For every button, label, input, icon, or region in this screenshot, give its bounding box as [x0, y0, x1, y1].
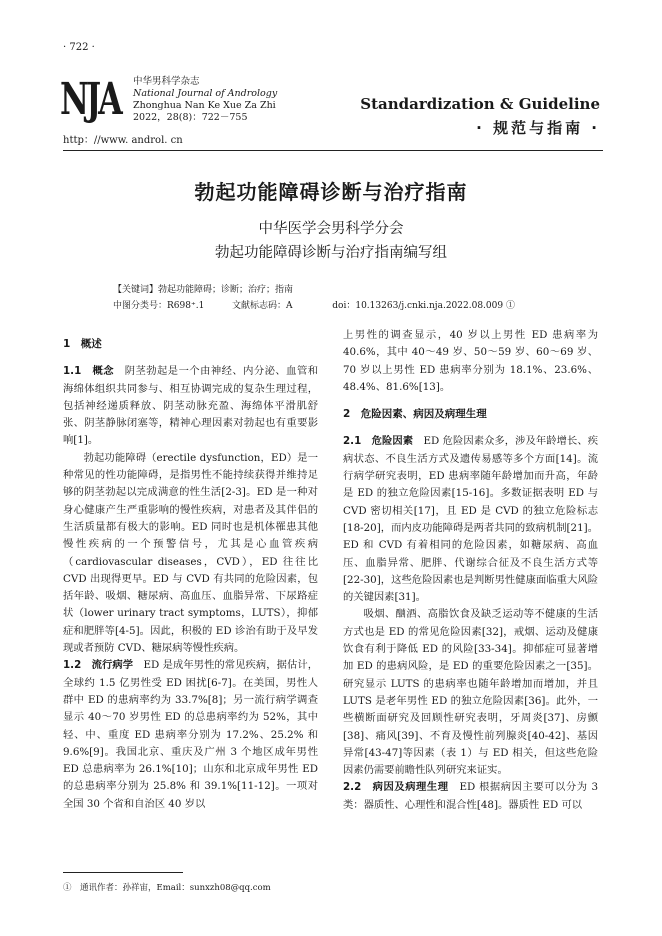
- paragraph-etiology: 2.2 病因及病理生理 ED 根据病因主要可以分为 3 类：器质性、心理性和混合性[48]。器质性 ED 可以: [343, 781, 598, 811]
- subsection-2-2-heading: 2.2 病因及病理生理: [343, 781, 449, 794]
- paragraph-risk-factors: 2.1 危险因素 ED 危险因素众多，涉及年龄增长、疾病状态、不良生活方式及遗传易感等多个方面[14]。流行病学研究表明，ED 患病率随年龄增加而升高，年龄是 ED 的独立危险因素[15-16]。多数证据表明 ED 与 CVD 密切相关[17]，且 ED 是 CVD 的独立危险标志[18-20]，而内皮功能障碍是两者共同的致病机制[21]。ED 和 CVD 有着相同的危险因素，如糖尿病、高血压、血脂异常、肥胖、代谢综合征及不良生活方式等[22-30]，这些危险因素也是判断男性健康面临重大风险的关键因素[31]。: [343, 435, 599, 604]
- subsection-1-2-heading: 1.2 流行病学: [63, 659, 134, 672]
- paragraph-epidemiology-cont: 上男性的调查显示，40 岁以上男性 ED 患病率为 40.6%，其中 40～49 岁、50～59 岁、60～69 岁、70 岁以上男性 ED 患病率分别为 18.1%、23.6%、48.4%、81.6%[13]。: [343, 329, 598, 393]
- subsection-2-1-heading: 2.1 危险因素: [343, 435, 414, 448]
- journal-name-pinyin: Zhonghua Nan Ke Xue Za Zhi: [133, 100, 276, 111]
- paragraph-ed-definition: 勃起功能障碍（erectile dysfunction，ED）是一种常见的性功能障碍，是指男性不能持续获得并维持足够的阴茎勃起以完成满意的性生活[2-3]。ED 是一种对身心健康产生严重影响的慢性疾病，对患者及其伴侣的生活质量都有极大的影响。ED 同时也是机体罹患其他慢性疾病的一个预警信号，尤其是心血管疾病（cardiovascular diseases，CVD），ED 往往比 CVD 出现得更早。ED 与 CVD 有共同的危险因素，包括年龄、吸烟、糖尿病、高血压、血脂异常、下尿路症状（lower urinary tract symptoms，LUTS），抑郁症和肥胖等[4-5]。因此，积极的 ED 诊治有助于及早发现或者预防 CVD、糖尿病等慢性疾病。: [63, 451, 318, 655]
- journal-issue: 2022，28(8)：722－755: [133, 112, 248, 123]
- article-title: 勃起功能障碍诊断与治疗指南: [194, 180, 468, 204]
- header-divider: [63, 150, 603, 151]
- page-number: · 722 ·: [63, 42, 95, 53]
- keywords: 【关键词】勃起功能障碍；诊断；治疗；指南: [113, 285, 294, 295]
- document-code: 文献标志码：A: [232, 301, 293, 311]
- left-column: [63, 336, 318, 813]
- paragraph-lifestyle: 吸烟、酗酒、高脂饮食及缺乏运动等不健康的生活方式也是 ED 的常见危险因素[32]，戒烟、运动及健康饮食有利于降低 ED 的风险[33-34]。抑郁症可显著增加 ED 的患病风险，是 ED 的重要危险因素之一[35]。研究显示 LUTS 的患病率也随年龄增加而增加，并且 LUTS 是老年男性 ED 的独立危险因素[36]。此外，一些横断面研究及回顾性研究表明，牙周炎[37]、房颤[38]、痛风[39]、不育及慢性前列腺炎[40-42]、基因异常[43-47]等因素（表 1）与 ED 相关，但这些危险因素仍需要前瞻性队列研究来证实。: [343, 608, 598, 777]
- footnote-corresponding-author: ① 通讯作者：孙祥宙，Email：sunxzh08@qq.com: [63, 883, 271, 893]
- journal-name-cn: 中华男科学杂志: [133, 76, 200, 87]
- subsection-1-1-heading: 1.1 概念: [63, 365, 114, 378]
- section-2-heading: 2 危险因素、病因及病理生理: [343, 408, 487, 421]
- journal-name-en: National Journal of Andrology: [133, 88, 278, 99]
- journal-url[interactable]: http：//www. androl. cn: [63, 135, 183, 146]
- paragraph-concept: 1.1 概念 阴茎勃起是一个由神经、内分泌、血管和海绵体组织共同参与、相互协调完成的复杂生理过程，包括神经递质释放、阴茎动脉充盈、海绵体平滑肌舒张、阴茎静脉闭塞等，精神心理因素对勃起也有重要影响[1]。: [63, 365, 319, 447]
- author-group: 勃起功能障碍诊断与治疗指南编写组: [215, 245, 447, 261]
- footnote-divider: [63, 872, 183, 873]
- paragraph-epidemiology: 1.2 流行病学 ED 是成年男性的常见疾病，据估计，全球约 1.5 亿男性受 ED 困扰[6-7]。在美国，男性人群中 ED 的患病率约为 33.7%[8]；另一流行病学调查显示 40～70 岁男性 ED 的总患病率约为 52%，其中轻、中、重度 ED 患病率分别为 17.2%、25.2% 和 9.6%[9]。我国北京、重庆及广州 3 个地区成年男性 ED 总患病率为 26.1%[10]；山东和北京成年男性 ED 的总患病率分别为 25.8% 和 39.1%[11-12]。一项对全国 30 个省和自治区 40 岁以: [63, 659, 319, 810]
- column-title-en: Standardization & Guideline: [360, 95, 600, 113]
- article-meta: [113, 298, 515, 311]
- journal-info: [133, 76, 277, 124]
- column-title-cn: · 规范与指南 ·: [476, 119, 600, 137]
- journal-logo: NJA: [60, 74, 120, 125]
- clc-number: 中图分类号：R698⁺.1: [113, 301, 205, 311]
- right-column: [343, 327, 598, 814]
- author-organization: 中华医学会男科学分会: [258, 221, 404, 237]
- doi: doi：10.13263/j.cnki.nja.2022.08.009 ①: [332, 301, 515, 311]
- section-1-heading: 1 概述: [63, 338, 102, 350]
